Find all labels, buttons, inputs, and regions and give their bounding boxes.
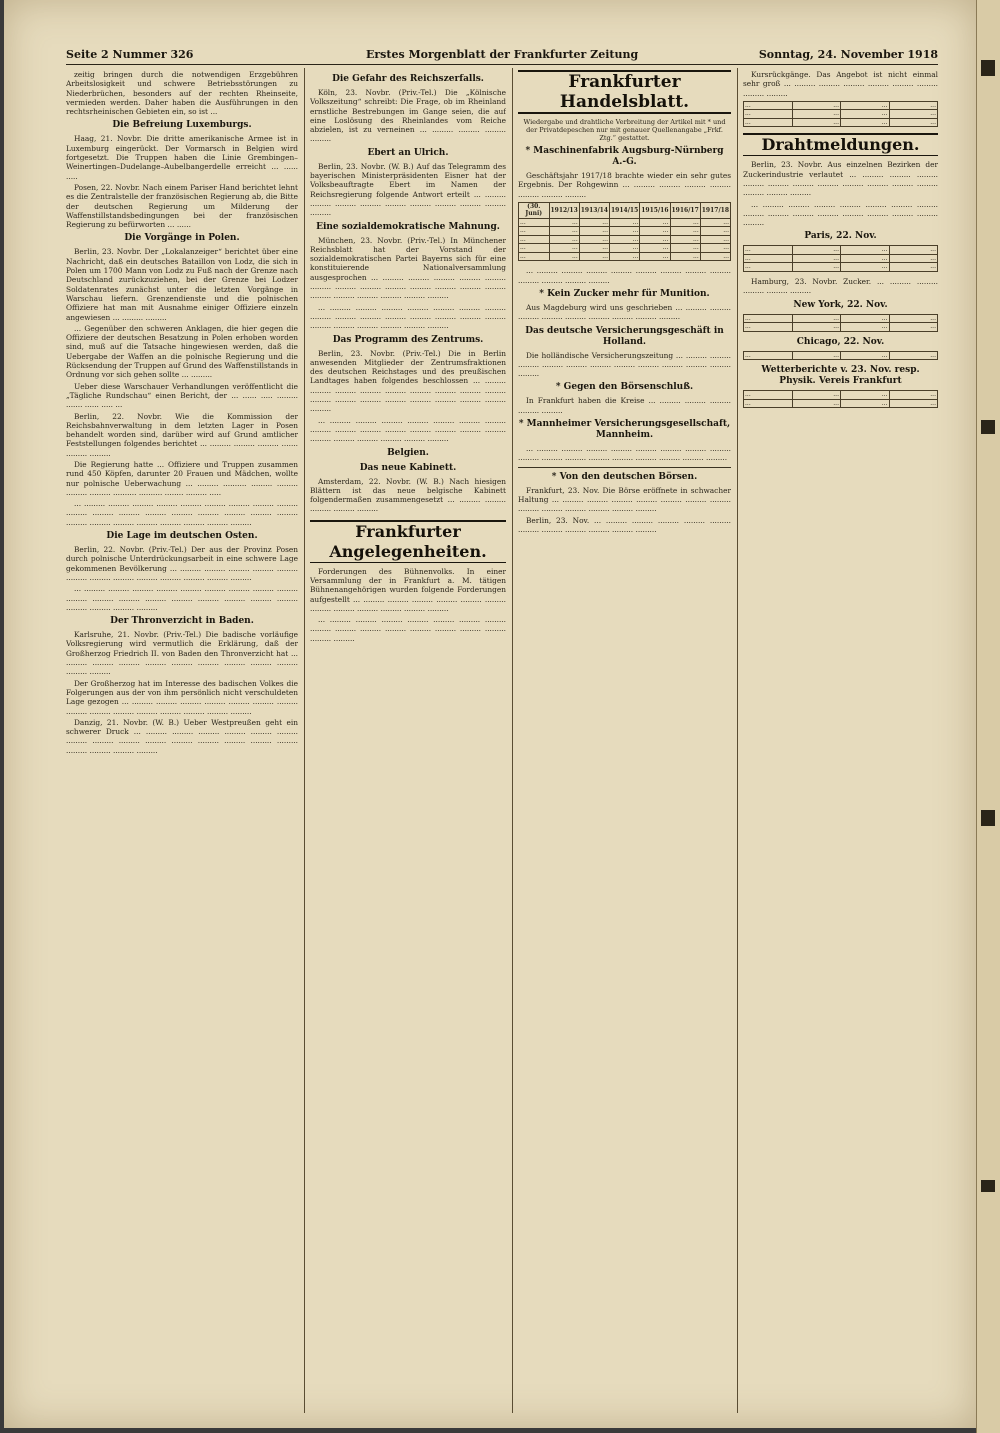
article-headline: * Kein Zucker mehr für Munition. [539, 288, 710, 299]
article-headline: * Maschinenfabrik Augsburg-Nürnberg A.-G. [525, 146, 724, 167]
quotation-table: ... ... ... ... ... ... ... ... ... ... ... ... [745, 101, 936, 126]
edge-mark [981, 1180, 995, 1192]
page-header [66, 44, 938, 65]
article-headline: * Gegen den Börsenschluß. [555, 382, 694, 393]
section-title: Drahtmeldungen. [743, 133, 938, 156]
market-label: New York, 22. Nov. [793, 299, 888, 310]
section-subtitle: Wiedergabe und drahtliche Verbreitung der Artikel mit * und der Privatdepeschen nur mit genauer Quellenangabe „Frkf. Ztg.“ gestattet. [523, 118, 726, 142]
column-3: Frankfurter Handelsblatt. Wiedergabe und drahtliche Verbreitung der Artikel mit * und der Privatdepeschen nur mit genauer Quellenangabe „Frkf. Ztg.“ gestattet. * Maschinenfabrik Augsburg-Nürnberg A.-G. Geschäftsjahr 1917/18 brachte wieder ein sehr gutes Ergebnis. Der Rohgewinn ... ......... ......... ......... ......... ......... ......... ......... (30. Juni) 1912/13 1913/14 1914/15 1915/16 1916/17 1917/18 ... ... ... ... ... ... ... ... ... ... ... ... ... ... ... ... ... ... ... ... ... ... ... ... ... ... ... ... ... ... ... ... ... ... ... ... ......... ......... ......... ......... ......... ......... ......... ......... ......... ......... ......... ......... * Kein Zucker mehr für Munition. Aus Magdeburg wird uns geschrieben ... ......... ......... ......... ......... ......... ......... ......... ......... ......... Das deutsche Versicherungsgeschäft in Holland. Die holländische Versicherungszeitung ... ......... ......... ......... ......... ......... ......... ......... ......... ......... ......... ......... ......... * Gegen den Börsenschluß. In Frankfurt haben die Kreise ... ......... ......... ......... ......... ......... * Mannheimer Versicherungsgesellschaft, Mannheim. ... ......... ......... ......... ......... ......... ......... ......... ......... ......... ......... ......... ......... ......... ......... ......... ......... ......... * Von den deutschen Börsen. Frankfurt, 23. Nov. Die Börse eröffnete in schwacher Haltung ... ......... ......... ......... ......... ......... ......... ......... ......... ......... ......... ......... ......... ......... Berlin, 23. Nov. ... ......... ......... ......... ......... ......... ......... ......... ......... ......... ......... ......... [518, 72, 731, 534]
article-headline: Belgien. [387, 447, 429, 458]
article-headline: Die Gefahr des Reichszerfalls. [332, 74, 484, 84]
article-headline: * Mannheimer Versicherungsgesellschaft, Mannheim. [518, 419, 731, 441]
edge-mark [981, 420, 995, 434]
page-number: Seite 2 Nummer 326 [66, 48, 194, 61]
article-headline: Ebert an Ulrich. [367, 147, 449, 158]
article-headline: Die Lage im deutschen Osten. [106, 531, 258, 542]
column-rule [512, 68, 513, 1413]
column-2: Die Gefahr des Reichszerfalls. Köln, 23. Novbr. (Priv.-Tel.) Die „Kölnische Volkszeitung“ schreibt: Die Frage, ob im Rheinland ernstliche Bestrebungen im Gange seien, die auf eine Loslösung des Rheinlandes vom Reiche abzielen, ist zu verneinen ... ......... ......... ......... ......... Ebert an Ulrich. Berlin, 23. Novbr. (W. B.) Auf das Telegramm des bayerischen Ministerpräsidenten Eisner hat der Volksbeauftragte Ebert im Namen der Reichsregierung folgende Antwort erteilt ... ......... ......... ......... ......... ......... ......... ......... ......... ......... ......... Eine sozialdemokratische Mahnung. München, 23. Novbr. (Priv.-Tel.) In Münchener Reichsblatt hat der Vorstand der sozialdemokratischen Partei Bayerns sich für eine konstituierende Nationalversammlung ausgesprochen ... ......... ......... ......... ......... ......... ......... ......... ......... ......... ......... ......... ......... ......... ......... ......... ......... ......... ......... ......... ... ......... ......... ......... ......... ......... ......... ......... ......... ......... ......... ......... ......... ......... ......... ......... ......... ......... ......... ......... ......... ......... Das Programm des Zentrums. Berlin, 23. Novbr. (Priv.-Tel.) Die in Berlin anwesenden Mitglieder der Zentrumsfraktionen des deutschen Reichstages und des preußischen Landtages haben folgendes beschlossen ... ......... ......... ......... ......... ......... ......... ......... ......... ......... ......... ......... ......... ......... ......... ......... ......... ......... ......... ... ......... ......... ......... ......... ......... ......... ......... ......... ......... ......... ......... ......... ......... ......... ......... ......... ......... ......... ......... ......... ......... Belgien. Das neue Kabinett. Amsterdam, 22. Novbr. (W. B.) Nach hiesigen Blättern ist das neue belgische Kabinett folgendermaßen zusammengesetzt ... ......... ......... ......... ......... ......... Frankfurter Angelegenheiten. Forderungen des Bühnenvolks. In einer Versammlung der in Frankfurt a. M. tätigen Bühnenangehörigen wurden folgende Forderungen aufgestellt ... ......... ......... ......... ......... ......... ......... ......... ......... ......... ......... ......... ......... ... ......... ......... ......... ......... ......... ......... ......... ......... ......... ......... ......... ......... ......... ......... ......... ......... ......... [310, 74, 506, 643]
section-title: Frankfurter Handelsblatt. [518, 70, 731, 114]
article-headline: Eine sozialdemokratische Mahnung. [316, 221, 500, 232]
column-rule [304, 68, 305, 1413]
market-label: Chicago, 22. Nov. [796, 336, 885, 347]
paper-name: Erstes Morgenblatt der Frankfurter Zeitung [366, 48, 639, 61]
market-label: Paris, 22. Nov. [804, 231, 877, 242]
newspaper-page [4, 0, 976, 1428]
paris-table: ... ... ... ... ... ... ... ... ... ... ... ... [745, 246, 936, 271]
edge-mark [981, 60, 995, 76]
balance-table: (30. Juni) 1912/13 1913/14 1914/15 1915/16 1916/17 1917/18 ... ... ... ... ... ... ... ... ... ... ... ... ... ... ... ... ... ... ... ... ... ... ... ... ... ... ... ... ... ... ... ... ... ... ... [520, 202, 729, 260]
weather-heading: Wetterberichte v. 23. Nov. resp. Physik. Vereis Frankfurt [761, 365, 920, 387]
column-1: zeitig bringen durch die notwendigen Erzgebühren Arbeitslosigkeit und schwere Betriebsstörungen zu Niederbrüchen, besonders auf der rechten Rheinseite, vermieden werden. Daher haben die Ausführungen in den rechtsrheinischen Gebieten ein, so ist ... Die Befreiung Luxemburgs. Haag, 21. Novbr. Die dritte amerikanische Armee ist in Luxemburg eingerückt. Der Vormarsch in Belgien wird fortgesetzt. Die Truppen haben die Linie Grembingen–Weinertingen–Dudelange–Aubelbangerdelle erreicht ... ...... ..... Posen, 22. Novbr. Nach einem Pariser Hand berichtet lehnt es die Zentralstelle der französischen Regierung ab, die Bitte der deutschen Regierung um Milderung der Waffenstillstandsbedingungen bei der französischen Regierung zu befürworten ... ...... Die Vorgänge in Polen. Berlin, 23. Novbr. Der „Lokalanzeiger“ berichtet über eine Nachricht, daß ein deutsches Bataillon von Lodz, die sich in Polen um 1700 Mann von Lodz zu Fuß nach der Grenze nach Deutschland zurückzuziehen, bei der Grenze bei Lodzer Soldatenrates zunächst unter die letzten Vorgänge in Warschau liefern. Grenzendienste und die polnischen Offiziere hat man mit Ausnahme einiger Offiziere einzeln angewiesen ... ......... ......... ... Gegenüber den schweren Anklagen, die hier gegen die Offiziere der deutschen Besatzung in Polen erhoben worden sind, muß auf die Tatsache hingewiesen werden, daß die Uebergabe der Waffen an die polnische Regierung und die Rücksendung der Truppen auf Grund des Waffenstillstands in Ordnung vor sich gehen sollte ... ......... Ueber diese Warschauer Verhandlungen veröffentlicht die „Tägliche Rundschau“ einen Bericht, der ... ...... ..... ......... ....... ...... ..... ... Berlin, 22. Novbr. Wie die Kommission der Reichsbahnverwaltung in dem letzten Lager in Posen behandelt worden sind, darüber wird auf Grund amtlicher Feststellungen folgendes berichtet ... ......... ......... ......... ....... ......... ......... Die Regierung hatte ... Offiziere und Truppen zusammen rund 450 Köpfen, darunter 20 Frauen und Mädchen, wollte nur polnische Ueberwachung ... ......... .......... ......... ......... ......... ......... .......... .......... ........ ......... ..... ... ......... ......... ......... ......... ......... ......... ......... ......... ......... ......... ......... ......... ......... ......... ......... ......... ......... ......... ......... ......... ......... ......... ......... ......... ......... ......... Die Lage im deutschen Osten. Berlin, 22. Novbr. (Priv.-Tel.) Der aus der Provinz Posen durch polnische Unterdrückungsarbeit in eine schwere Lage gekommenen Bevölkerung ... ......... ......... ......... ......... ......... ......... ......... ......... ......... ......... ......... ......... ......... ... ......... ......... ......... ......... ......... ......... ......... ......... ......... ......... ......... ......... ......... ......... ......... ......... ......... ......... ......... ......... ......... ......... Der Thronverzicht in Baden. Karlsruhe, 21. Novbr. (Priv.-Tel.) Die badische vorläufige Volksregierung wird vermutlich die Erklärung, daß der Großherzog Friedrich II. von Baden den Thronverzicht hat ... ......... ......... ......... ......... ......... ......... ......... ......... ......... ......... ......... Der Großherzog hat im Interesse des badischen Volkes die Folgerungen aus der von ihm persönlich nicht verschuldeten Lage gezogen ... ......... ......... ......... ......... ......... ......... ......... ......... ......... ......... ......... ......... ......... ......... ......... Danzig, 21. Novbr. (W. B.) Ueber Westpreußen geht ein schwerer Druck ... ......... ......... ......... ......... ......... ......... ......... ......... ......... ......... ......... ......... ......... ......... ......... ......... ......... ......... ......... [66, 70, 298, 755]
article-headline: Die Vorgänge in Polen. [124, 233, 240, 244]
column-4: Kursrückgänge. Das Angebot ist nicht einmal sehr groß ... ......... ......... ......... ......... ......... ......... ......... ......... ... ... ... ... ... ... ... ... ... ... ... ... Drahtmeldungen. Berlin, 23. Novbr. Aus einzelnen Bezirken der Zuckerindustrie verlautet ... ......... ......... ......... ......... ......... ......... ......... ......... ......... ......... ......... ......... ......... ......... ... ......... ......... ......... ......... ......... ......... ......... ......... ......... ......... ......... ......... ......... ......... ......... ......... Paris, 22. Nov. ... ... ... ... ... ... ... ... ... ... ... ... Hamburg, 23. Novbr. Zucker. ... ......... ......... ......... ......... ......... New York, 22. Nov. ... ... ... ... ... ... ... ... Chicago, 22. Nov. ... ... ... ... Wetterberichte v. 23. Nov. resp. Physik. Vereis Frankfurt ... ... ... ... ... ... ... ... [743, 70, 938, 407]
edge-mark [981, 810, 995, 826]
issue-date: Sonntag, 24. November 1918 [758, 48, 938, 61]
article-headline: Das deutsche Versicherungsgeschäft in Holland. [525, 325, 724, 347]
adjacent-page-edge [976, 0, 1000, 1433]
divider [518, 467, 731, 468]
column-rule [737, 68, 738, 1413]
article-headline: * Von den deutschen Börsen. [551, 471, 698, 482]
article-headline: Das neue Kabinett. [359, 462, 457, 473]
article-headline: Die Befreiung Luxemburgs. [112, 120, 252, 131]
article-headline: Der Thronverzicht in Baden. [110, 616, 254, 627]
weather-table: ... ... ... ... ... ... ... ... [745, 391, 936, 407]
chicago-table: ... ... ... ... [745, 351, 936, 359]
newyork-table: ... ... ... ... ... ... ... ... [745, 314, 936, 331]
article-headline: Das Programm des Zentrums. [332, 334, 484, 345]
section-title: Frankfurter Angelegenheiten. [310, 520, 506, 563]
